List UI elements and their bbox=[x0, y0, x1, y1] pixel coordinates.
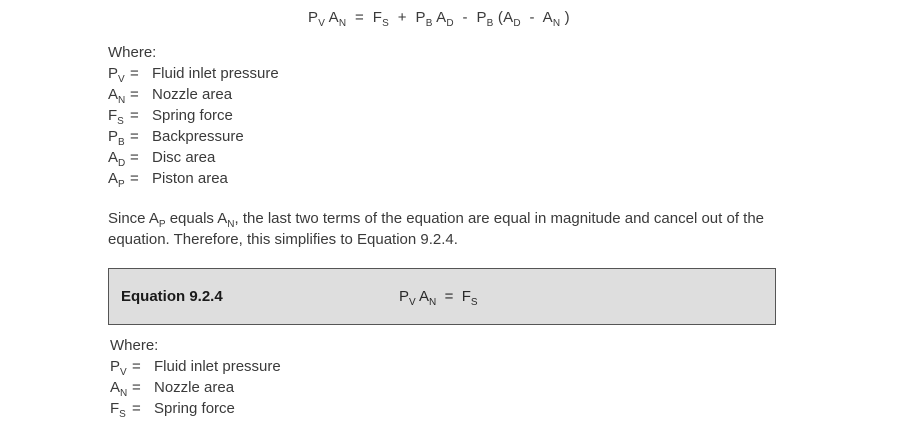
where-list-2 bbox=[110, 358, 281, 421]
minus-sign: - bbox=[462, 9, 468, 26]
pb-symbol: $P_B$ bbox=[415, 9, 433, 29]
definition-row: $A_P$ = Piston area bbox=[108, 170, 228, 190]
ad-symbol-2: $A_D$ bbox=[503, 9, 521, 29]
minus-sign-2: - bbox=[529, 9, 535, 26]
definition-row: $P_V$ = Fluid inlet pressure bbox=[110, 358, 281, 378]
where-list-1 bbox=[108, 65, 279, 191]
definition-text: Backpressure bbox=[152, 128, 244, 145]
top-equation bbox=[308, 9, 570, 29]
definition-text: Piston area bbox=[152, 170, 228, 187]
plus-sign: + bbox=[397, 9, 407, 26]
ad-symbol: $A_D$ bbox=[436, 9, 454, 29]
fs-symbol: $F_S$ bbox=[372, 9, 389, 29]
an-symbol: $A_N$ bbox=[328, 9, 347, 29]
definition-row: $A_N$ = Nozzle area bbox=[110, 379, 235, 399]
definition-text: Nozzle area bbox=[152, 86, 233, 103]
definition-text: Fluid inlet pressure bbox=[154, 358, 281, 375]
definition-text: Spring force bbox=[152, 107, 233, 124]
definition-text: Nozzle area bbox=[154, 379, 235, 396]
definition-row: $A_N$ = Nozzle area bbox=[108, 86, 233, 106]
pb-symbol-2: $P_B$ bbox=[476, 9, 494, 29]
definition-text: Disc area bbox=[152, 149, 216, 166]
pv-symbol: $P_V$ bbox=[308, 9, 326, 29]
definition-text: Fluid inlet pressure bbox=[152, 65, 279, 82]
explanation-paragraph: Since $A_P$ equals $A_N$, the last two terms of the equation are equal in magnitude and cancel out of the equation. Therefore, this simplifies to Equation 9.2.4. bbox=[108, 210, 765, 248]
equation-label: Equation 9.2.4 bbox=[121, 288, 223, 305]
equals-sign: = bbox=[355, 9, 364, 26]
definition-text: Spring force bbox=[154, 400, 235, 417]
equation-9-2-4: $P_V$ $A_N = F_S$ bbox=[399, 288, 478, 308]
definition-row: $P_V$ = Fluid inlet pressure bbox=[108, 65, 279, 85]
where-label-2: Where: bbox=[110, 337, 159, 354]
definition-row: $P_B$ = Backpressure bbox=[108, 128, 244, 148]
where-label-1: Where: bbox=[108, 44, 157, 61]
open-paren: ( bbox=[497, 9, 504, 26]
close-paren: ) bbox=[564, 9, 570, 26]
definition-row: $F_S$ = Spring force bbox=[108, 107, 233, 127]
an-symbol-2: $A_N$ bbox=[542, 9, 561, 29]
definition-row: $F_S$ = Spring force bbox=[110, 400, 235, 420]
definition-row: $A_D$ = Disc area bbox=[108, 149, 216, 169]
equation-box bbox=[108, 268, 776, 325]
